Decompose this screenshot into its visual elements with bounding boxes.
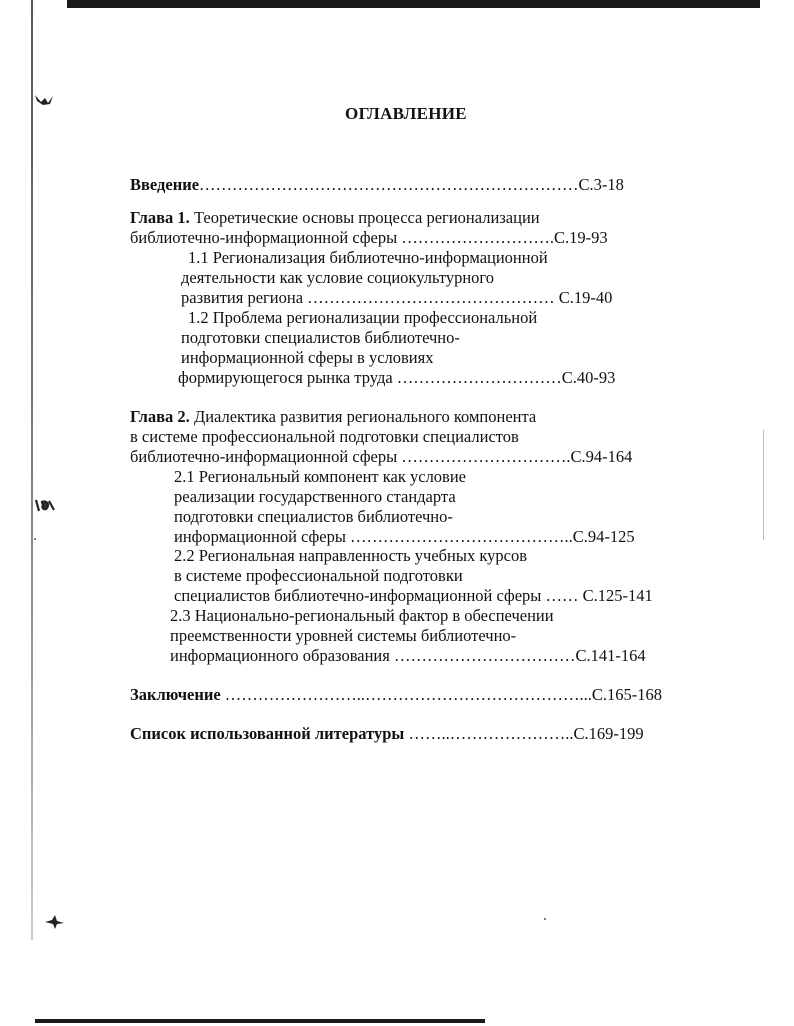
toc-entry-conclusion — [130, 685, 662, 705]
toc-page-range: С.94-125 — [572, 527, 635, 546]
toc-section-1-1-line: деятельности как условие социокультурного — [181, 268, 495, 287]
toc-section-1-1-title-end: развития региона ……………………………………… — [181, 288, 559, 307]
toc-section-2-2-line — [174, 586, 653, 606]
scan-speck — [34, 538, 36, 540]
toc-page-range: С.3-18 — [578, 175, 624, 194]
toc-page-range: С.141-164 — [575, 646, 646, 665]
toc-section-2-1-line: реализации государственного стандарта — [174, 487, 456, 506]
toc-leader-dots: …………………………………………………………… — [199, 175, 579, 194]
scan-edge-bottom — [35, 1019, 485, 1023]
toc-chapter2-title-cont: библиотечно-информационной сферы …………………………. — [130, 447, 571, 466]
toc-section-2-1-line — [174, 527, 635, 547]
toc-heading: ОГЛАВЛЕНИЕ — [345, 104, 467, 123]
toc-page-range: С.19-93 — [553, 228, 608, 247]
toc-section-2-2-title-end: специалистов библиотечно-информационной сферы …… — [174, 586, 583, 605]
toc-section-2-1-line: подготовки специалистов библиотечно- — [174, 507, 453, 526]
toc-section-2-3-line: преемственности уровней системы библиотечно- — [170, 626, 517, 645]
toc-chapter1-title-line — [130, 228, 608, 248]
toc-page-range: С.125-141 — [582, 586, 653, 605]
toc-page-range: С.94-164 — [570, 447, 633, 466]
toc-bibliography-title: Список использованной литературы — [130, 724, 405, 743]
toc-section-1-2-title-end: формирующегося рынка труда ………………………… — [178, 368, 562, 387]
toc-section-1-1-line — [181, 288, 612, 308]
toc-chapter2-title-line — [130, 447, 632, 467]
scan-edge-top — [67, 0, 760, 8]
toc-chapter1-label: Глава 1. — [130, 208, 190, 227]
toc-chapter1-title-line — [130, 208, 540, 228]
toc-section-2-3-line — [170, 646, 646, 666]
toc-chapter2-title: Диалектика развития регионального компонента — [189, 407, 537, 426]
binder-hole-mark-middle-icon — [34, 498, 56, 514]
toc-chapter1-title-cont: библиотечно-информационной сферы ………………………. — [130, 228, 554, 247]
toc-conclusion-title: Заключение — [130, 685, 221, 704]
toc-chapter2-label: Глава 2. — [130, 407, 190, 426]
toc-page-range: С.40-93 — [561, 368, 616, 387]
toc-section-1-2-line: информационной сферы в условиях — [181, 348, 434, 367]
toc-section-2-3-line: 2.3 Национально-региональный фактор в обеспечении — [170, 606, 554, 625]
toc-chapter2-title-line: в системе профессиональной подготовки специалистов — [130, 427, 519, 446]
toc-entry-bibliography — [130, 724, 644, 744]
scan-speck — [544, 918, 546, 920]
toc-entry-intro — [130, 175, 624, 195]
toc-leader-dots: ……..………………….. — [404, 724, 574, 743]
toc-page-range: С.169-199 — [573, 724, 644, 743]
toc-section-2-2-line: в системе профессиональной подготовки — [174, 566, 463, 585]
toc-chapter2-title-line — [130, 407, 536, 427]
toc-section-1-2-line: 1.2 Проблема регионализации профессиональной — [188, 308, 538, 327]
toc-section-2-3-title-end: информационного образования …………………………… — [170, 646, 576, 665]
binder-hole-mark-bottom-icon — [44, 914, 66, 930]
toc-leader-dots: ……………………..…………………………………... — [220, 685, 592, 704]
toc-section-1-2-line: подготовки специалистов библиотечно- — [181, 328, 460, 347]
toc-section-1-1-line: 1.1 Регионализация библиотечно-информационной — [188, 248, 548, 267]
scan-edge-left — [31, 0, 33, 940]
toc-section-1-2-line — [178, 368, 615, 388]
toc-page-range: С.165-168 — [591, 685, 663, 704]
toc-section-2-1-line: 2.1 Региональный компонент как условие — [174, 467, 466, 486]
toc-chapter1-title: Теоретические основы процесса регионализации — [189, 208, 540, 227]
scan-edge-right — [763, 430, 764, 540]
toc-section-2-2-line: 2.2 Региональная направленность учебных курсов — [174, 546, 527, 565]
toc-page-range: С.19-40 — [558, 288, 613, 307]
toc-intro-title: Введение — [130, 175, 200, 194]
toc-section-2-1-title-end: информационной сферы ………………………………….. — [174, 527, 573, 546]
